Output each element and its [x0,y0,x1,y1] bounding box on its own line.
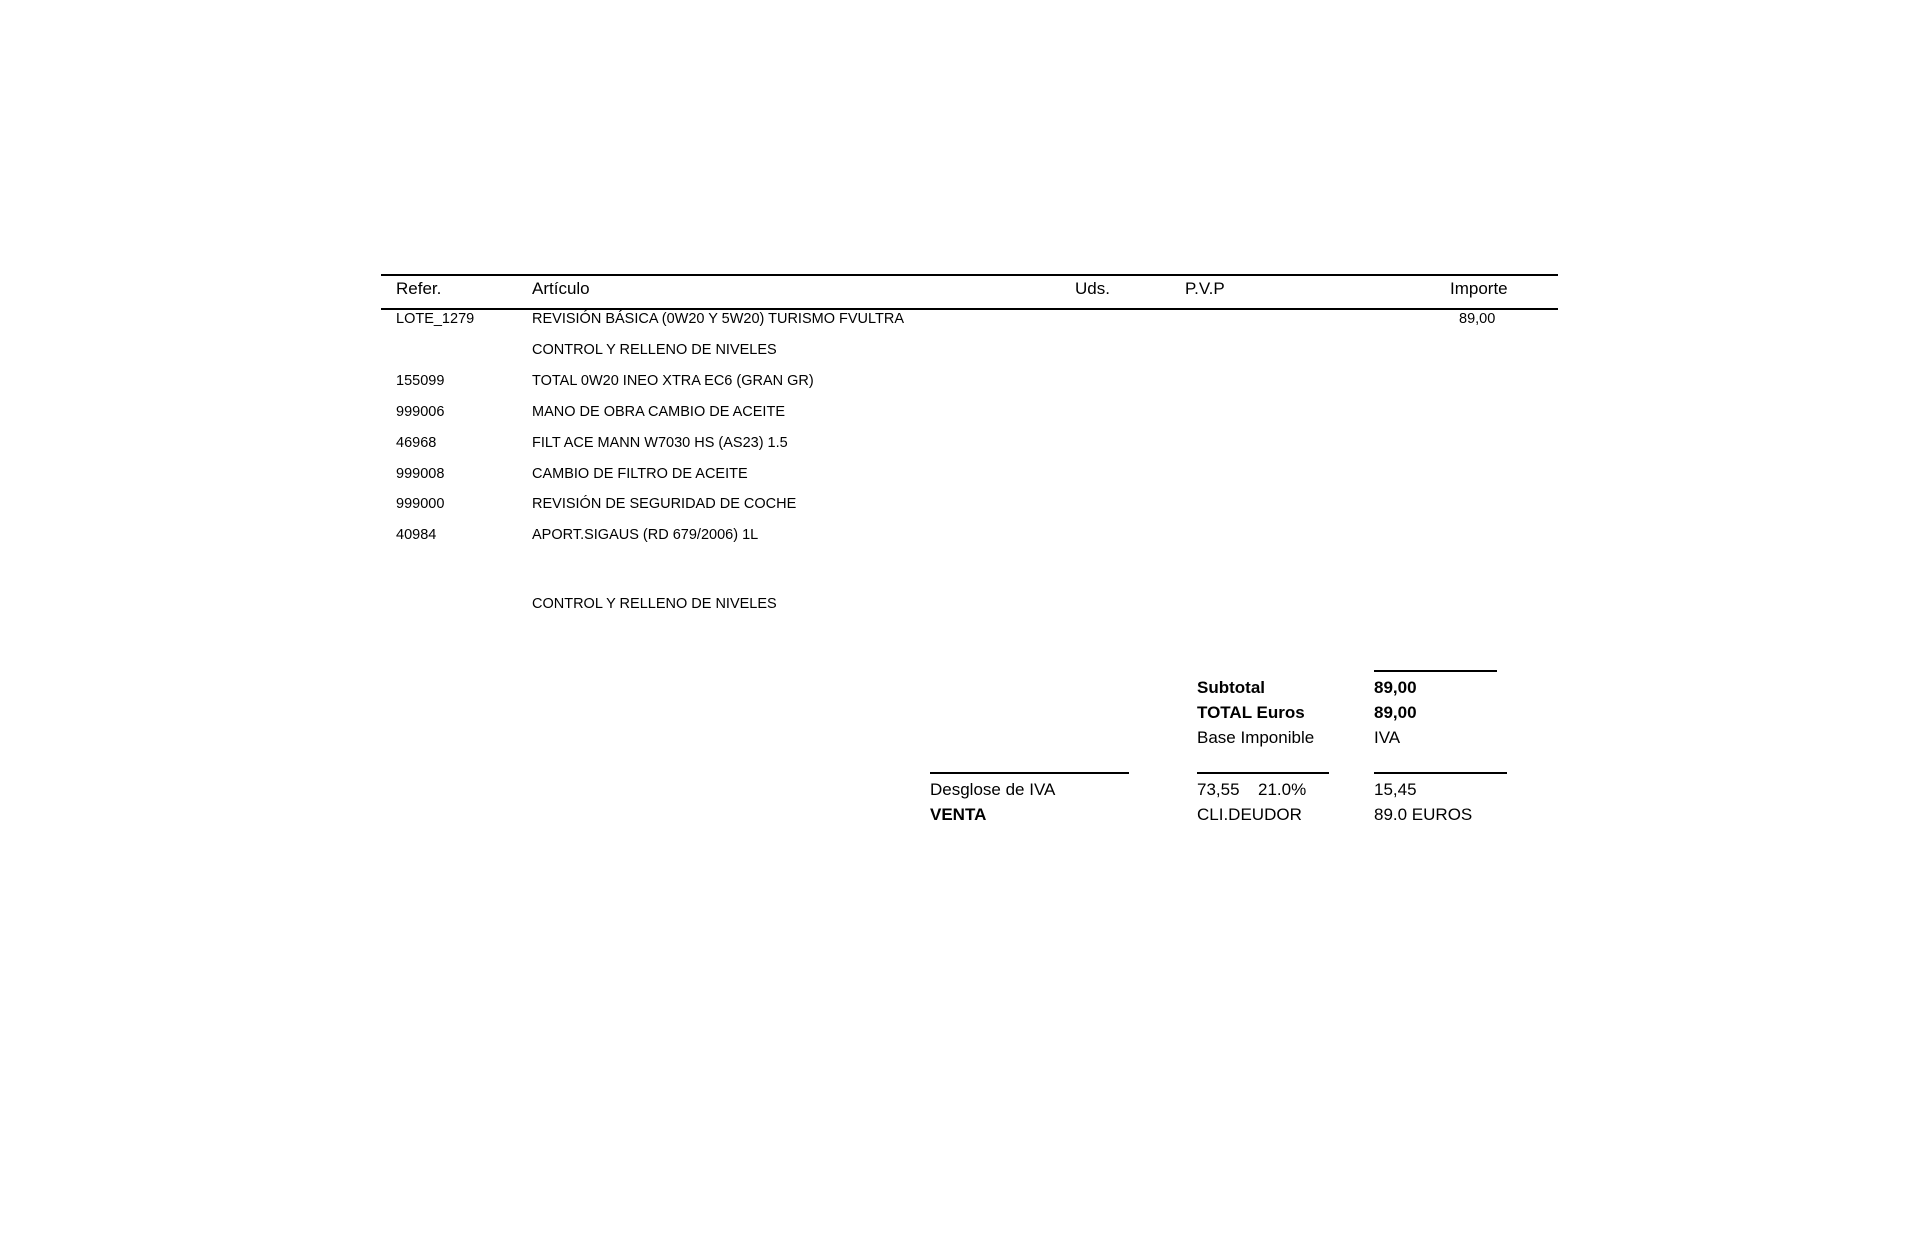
header-uds: Uds. [1075,279,1110,298]
row-articulo: CONTROL Y RELLENO DE NIVELES [532,342,777,358]
iva-amount: 15,45 [1374,780,1417,799]
header-importe: Importe [1450,279,1508,298]
base-amount: 73,55 [1197,780,1240,799]
venta-label: VENTA [930,805,987,824]
subtotal-value: 89,00 [1374,678,1417,697]
row-articulo: CAMBIO DE FILTRO DE ACEITE [532,466,748,482]
row-refer: 155099 [396,373,445,389]
row-refer: 46968 [396,435,437,451]
base-imponible-label: Base Imponible [1197,728,1315,747]
row-refer: LOTE_1279 [396,311,475,327]
total-label: TOTAL Euros [1197,703,1305,722]
iva-label: IVA [1374,728,1401,747]
row-importe: 89,00 [1459,311,1496,327]
vat-rate: 21.0% [1258,780,1307,799]
total-euros-text: 89.0 EUROS [1374,805,1473,824]
header-refer: Refer. [396,279,442,298]
desglose-rule [930,772,1129,774]
row-articulo: TOTAL 0W20 INEO XTRA EC6 (GRAN GR) [532,373,814,389]
row-refer: 40984 [396,527,437,543]
row-refer: 999006 [396,404,445,420]
row-articulo: REVISIÓN DE SEGURIDAD DE COCHE [532,496,797,512]
iva-rule [1374,772,1507,774]
row-articulo: REVISIÓN BÁSICA (0W20 Y 5W20) TURISMO FVULTRA [532,311,904,327]
table-header-bottom-rule [381,308,1558,310]
row-refer: 999008 [396,466,445,482]
row-articulo: APORT.SIGAUS (RD 679/2006) 1L [532,527,759,543]
row-articulo: FILT ACE MANN W7030 HS (AS23) 1.5 [532,435,788,451]
subtotal-label: Subtotal [1197,678,1265,697]
row-articulo: MANO DE OBRA CAMBIO DE ACEITE [532,404,785,420]
desglose-iva-label: Desglose de IVA [930,780,1056,799]
total-value: 89,00 [1374,703,1417,722]
row-refer: 999000 [396,496,445,512]
note-line: CONTROL Y RELLENO DE NIVELES [532,596,777,612]
payment-method: CLI.DEUDOR [1197,805,1302,824]
table-top-rule [381,274,1558,276]
header-articulo: Artículo [532,279,590,298]
base-rule [1197,772,1329,774]
header-pvp: P.V.P [1185,279,1225,298]
subtotal-rule [1374,670,1497,672]
